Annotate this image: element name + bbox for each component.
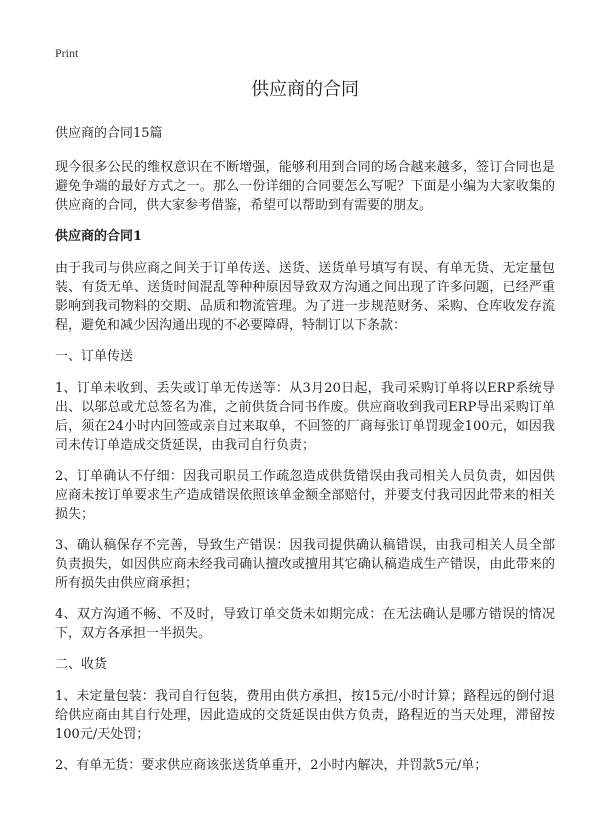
section-heading: 供应商的合同1	[55, 229, 143, 244]
clause-paragraph: 1、订单未收到、丢失或订单无传送等：从3月20日起，我司采购订单将以ERP系统导出、以邬总或尤总签名为准，之前供货合同书作废。供应商收到我司ERP导出采购订单后，须在24小时内回签或亲自过来取单，不回签的厂商每张订单罚现金100元，如因我司未传订单造成交货延误，由我司自行负责；	[55, 381, 555, 453]
clause-paragraph: 2、订单确认不仔细：因我司职员工作疏忽造成供货错误由我司相关人员负责，如因供应商未按订单要求生产造成错误依照该单金额全部赔付，并要支付我司因此带来的相关损失；	[55, 469, 555, 522]
clause-paragraph: 2、有单无货：要求供应商该张送货单重开，2小时内解决，并罚款5元/单；	[55, 758, 488, 773]
intro-paragraph: 现今很多公民的维权意识在不断增强，能够利用到合同的场合越来越多，签订合同也是避免争端的最好方式之一。那么一份详细的合同要怎么写呢？下面是小编为大家收集的供应商的合同，供大家参考借鉴，希望可以帮助到有需要的朋友。	[55, 160, 555, 213]
document-body	[55, 78, 555, 787]
clause-paragraph: 4、双方沟通不畅、不及时，导致订单交货未如期完成：在无法确认是哪方错误的情况下，双方各承担一半损失。	[55, 607, 555, 641]
part1-heading: 一、订单传送	[55, 349, 134, 364]
document-title: 供应商的合同	[251, 79, 359, 100]
part2-heading: 二、收货	[55, 657, 108, 672]
clause-paragraph: 3、确认稿保存不完善，导致生产错误：因我司提供确认稿错误，由我司相关人员全部负责损失，如因供应商未经我司确认擅改或擅用其它确认稿造成生产错误，由此带来的所有损失由供应商承担；	[55, 538, 555, 591]
print-label: Print	[55, 46, 79, 60]
clause-paragraph: 1、未定量包装：我司自行包装，费用由供方承担，按15元/小时计算；路程远的倒付退给供应商由其自行处理，因此造成的交货延误由供方负责，路程近的当天处理，滞留按100元/天处罚；	[55, 689, 555, 742]
document-subtitle: 供应商的合同15篇	[55, 126, 163, 141]
preamble-paragraph: 由于我司与供应商之间关于订单传送、送货、送货单号填写有误、有单无货、无定量包装、有货无单、送货时间混乱等种种原因导致双方沟通之间出现了许多问题，已经严重影响到我司物料的交期、品质和物流管理。为了进一步规范财务、采购、仓库收发存流程，避免和减少因沟通出现的不必要障碍，特制订以下条款：	[55, 261, 555, 333]
